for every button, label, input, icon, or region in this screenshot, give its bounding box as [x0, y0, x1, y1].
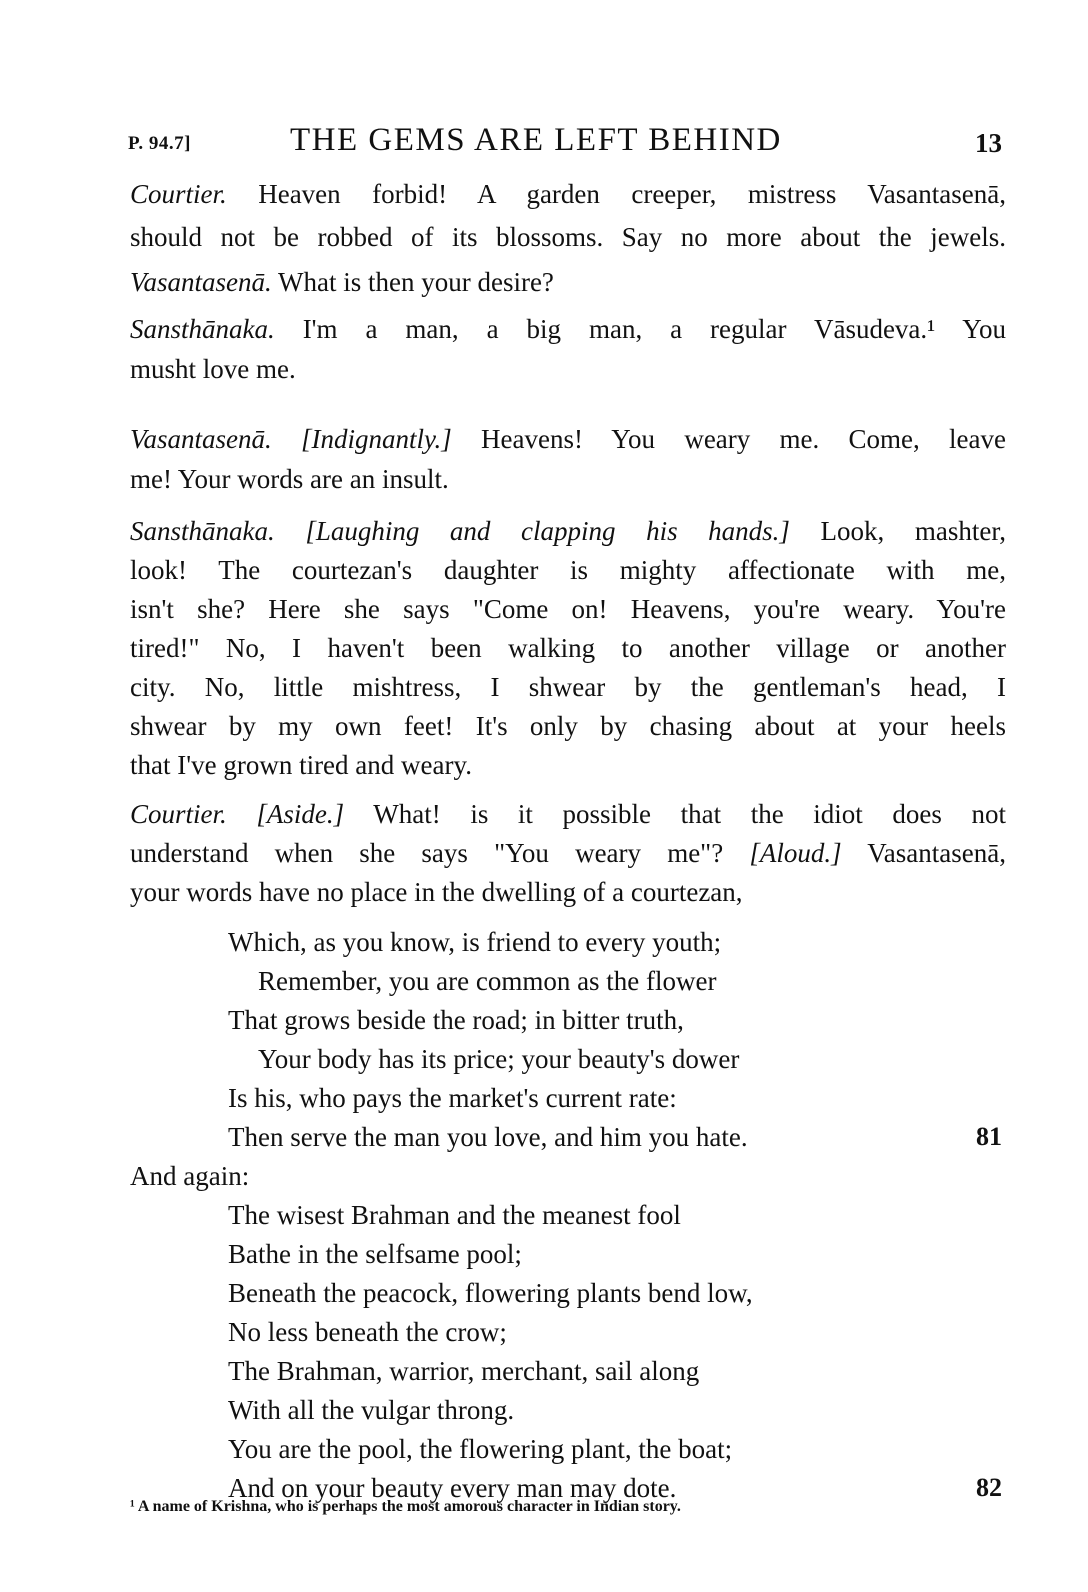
- dialogue-text: Vasantasenā,: [841, 838, 1006, 868]
- verse-line: The Brahman, warrior, merchant, sail along: [228, 1356, 700, 1386]
- speaker-name: Vasantasenā.: [130, 267, 272, 297]
- text-line: isn't she? Here she says "Come on! Heavens, you're weary. You're: [130, 594, 1006, 624]
- running-title: THE GEMS ARE LEFT BEHIND: [290, 122, 782, 158]
- dialogue-text: Heavens! You weary me. Come, leave: [451, 424, 1006, 454]
- verse-line: Bathe in the selfsame pool;: [228, 1239, 522, 1269]
- text-line: me! Your words are an insult.: [130, 464, 449, 494]
- dialogue-text: Heaven forbid! A garden creeper, mistress Vasantasenā,: [226, 179, 1006, 209]
- verse-line: Remember, you are common as the flower: [258, 966, 717, 996]
- speaker-name: Vasantasenā.: [130, 424, 272, 454]
- speaker-name: Sansthānaka.: [130, 314, 275, 344]
- verse-line: Then serve the man you love, and him you hate.: [228, 1122, 748, 1152]
- stage-direction: [Aside.]: [226, 799, 345, 829]
- page-number: 13: [975, 128, 1002, 158]
- text-line: And again:: [130, 1161, 250, 1191]
- dialogue-text: What is then your desire?: [271, 267, 554, 297]
- text-line: [130, 421, 1006, 457]
- text-line: tired!" No, I haven't been walking to another village or another: [130, 633, 1006, 663]
- speaker-name: Sansthānaka.: [130, 516, 275, 546]
- verse-line: With all the vulgar throng.: [228, 1395, 515, 1425]
- text-line: [130, 513, 1006, 549]
- text-line: [130, 176, 1006, 212]
- text-line: your words have no place in the dwelling of a courtezan,: [130, 877, 743, 907]
- dialogue-text: understand when she says "You weary me"?: [130, 838, 724, 868]
- footnote: ¹ A name of Krishna, who is perhaps the most amorous character in Indian story.: [130, 1498, 681, 1515]
- verse-line: Is his, who pays the market's current rate:: [228, 1083, 677, 1113]
- text-line: look! The courtezan's daughter is mighty affectionate with me,: [130, 555, 1006, 585]
- text-line: city. No, little mishtress, I shwear by the gentleman's head, I: [130, 672, 1006, 702]
- verse-line: No less beneath the crow;: [228, 1317, 507, 1347]
- text-line: [130, 835, 1006, 871]
- text-line: should not be robbed of its blossoms. Say no more about the jewels.: [130, 222, 1006, 252]
- stage-direction: [Indignantly.]: [271, 424, 452, 454]
- stage-direction: [Aloud.]: [723, 838, 842, 868]
- text-line: shwear by my own feet! It's only by chasing about at your heels: [130, 711, 1006, 741]
- verse-line: That grows beside the road; in bitter truth,: [228, 1005, 684, 1035]
- speaker-name: Courtier.: [130, 179, 227, 209]
- speaker-name: Courtier.: [130, 799, 227, 829]
- text-line: that I've grown tired and weary.: [130, 750, 472, 780]
- verse-line: Your body has its price; your beauty's dower: [258, 1044, 740, 1074]
- verse-line: Which, as you know, is friend to every youth;: [228, 927, 722, 957]
- dialogue-text: What! is it possible that the idiot does not: [344, 799, 1006, 829]
- dialogue-text: I'm a man, a big man, a regular Vāsudeva.¹ You: [274, 314, 1006, 344]
- verse-line: The wisest Brahman and the meanest fool: [228, 1200, 681, 1230]
- verse-number: 82: [976, 1473, 1002, 1502]
- stage-direction: [Laughing and clapping his hands.]: [274, 516, 790, 546]
- dialogue-text: Look, mashter,: [789, 516, 1006, 546]
- text-line: [130, 311, 1006, 347]
- text-line: musht love me.: [130, 354, 296, 384]
- text-line: [130, 264, 1006, 300]
- verse-number: 81: [976, 1122, 1002, 1151]
- page-reference: P. 94.7]: [128, 133, 191, 154]
- verse-line: Beneath the peacock, flowering plants bend low,: [228, 1278, 753, 1308]
- verse-line: You are the pool, the flowering plant, the boat;: [228, 1434, 733, 1464]
- verse-line: And on your beauty every man may dote.: [228, 1473, 677, 1503]
- text-line: [130, 796, 1006, 832]
